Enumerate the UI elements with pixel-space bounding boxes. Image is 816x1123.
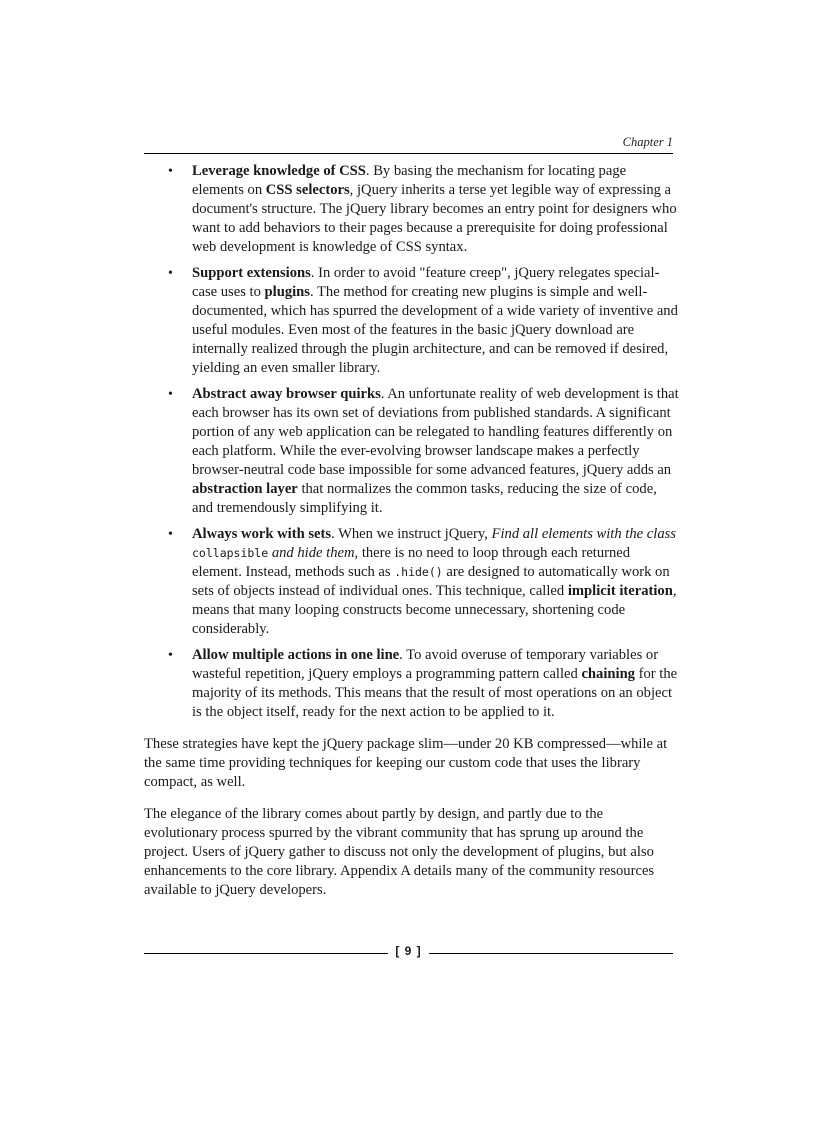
footer-rule-right	[429, 953, 673, 954]
page-header	[144, 133, 673, 154]
bullet-icon: •	[168, 527, 173, 542]
italic-phrase: and hide them	[268, 545, 355, 561]
bold-term: chaining	[581, 666, 635, 682]
inline-code: .hide()	[394, 565, 443, 579]
bullet-icon: •	[168, 648, 173, 663]
bullet-text: that normalizes the common tasks, reducing the size of code, and tremendously simplifying it.	[192, 481, 657, 516]
body-paragraph: The elegance of the library comes about partly by design, and partly due to the evolutionary process spurred by the vibrant community that has sprung up around the project. Users of jQuery gather to discuss not only the development of plugins, but also enhancements to the core library. Appendix A details many of the community resources available to jQuery developers.	[144, 806, 655, 898]
list-item	[144, 525, 679, 639]
italic-phrase: Find all elements with the class	[491, 526, 676, 542]
bullet-term: Abstract away browser quirks	[192, 386, 381, 402]
bullet-text: . When we instruct jQuery,	[331, 526, 492, 542]
body-paragraph: These strategies have kept the jQuery package slim—under 20 KB compressed—while at the same time providing techniques for keeping our custom code that uses the library compact, as well.	[144, 736, 668, 790]
inline-code: collapsible	[192, 546, 269, 560]
bullet-text: . The method for creating new plugins is simple and well-documented, which has spurred the development of a wide variety of inventive and useful modules. Even most of the features in the basic jQuery download are internally realized through the plugin architecture, and can be removed if desired, yielding an even smaller library.	[192, 284, 678, 376]
bullet-text: . In order to avoid "feature creep", jQuery relegates special-case uses to	[192, 265, 660, 300]
bullet-term: Always work with sets	[192, 526, 332, 542]
bullet-term: Allow multiple actions in one line	[192, 647, 400, 663]
bold-term: plugins	[264, 284, 310, 300]
bullet-text: for the majority of its methods. This means that the result of most operations on an object is the object itself, ready for the next action to be applied to it.	[192, 666, 678, 720]
bullet-icon: •	[168, 266, 173, 281]
list-item	[144, 162, 679, 257]
bullet-text: , jQuery inherits a terse yet legible way of expressing a document's structure. The jQuery library becomes an entry point for designers who want to add behaviors to their pages because a prerequisite for doing professional web development is knowledge of CSS syntax.	[192, 182, 677, 255]
page-footer	[144, 944, 673, 964]
bullet-text: . To avoid overuse of temporary variables or wasteful repetition, jQuery employs a programming pattern called	[192, 647, 659, 682]
bullet-text: . By basing the mechanism for locating page elements on	[192, 163, 627, 198]
bullet-term: Support extensions	[192, 265, 311, 281]
bold-term: abstraction layer	[192, 481, 298, 497]
bullet-text: are designed to automatically work on sets of objects instead of individual ones. This technique, called	[192, 564, 670, 599]
chapter-label: Chapter 1	[622, 135, 673, 149]
feature-list	[144, 162, 679, 722]
bold-term: implicit iteration	[567, 583, 673, 599]
bullet-text: , there is no need to loop through each returned element. Instead, methods such as	[192, 545, 631, 580]
bullet-text: , means that many looping constructs become unnecessary, shortening code considerably.	[192, 583, 677, 637]
page-content	[144, 162, 679, 900]
bullet-text: . An unfortunate reality of web development is that each browser has its own set of deviations from published standards. A significant portion of any web application can be relegated to handling features differently on each platform. While the ever-evolving browser landscape makes a perfectly browser-neutral code base impossible for some advanced features, jQuery adds an	[192, 386, 679, 478]
bullet-icon: •	[168, 164, 173, 179]
list-item	[144, 646, 679, 722]
bold-term: CSS selectors	[265, 182, 350, 198]
list-item	[144, 264, 679, 378]
bullet-icon: •	[168, 387, 173, 402]
list-item	[144, 385, 679, 518]
page-number: [ 9 ]	[395, 944, 422, 958]
bullet-term: Leverage knowledge of CSS	[192, 163, 366, 179]
